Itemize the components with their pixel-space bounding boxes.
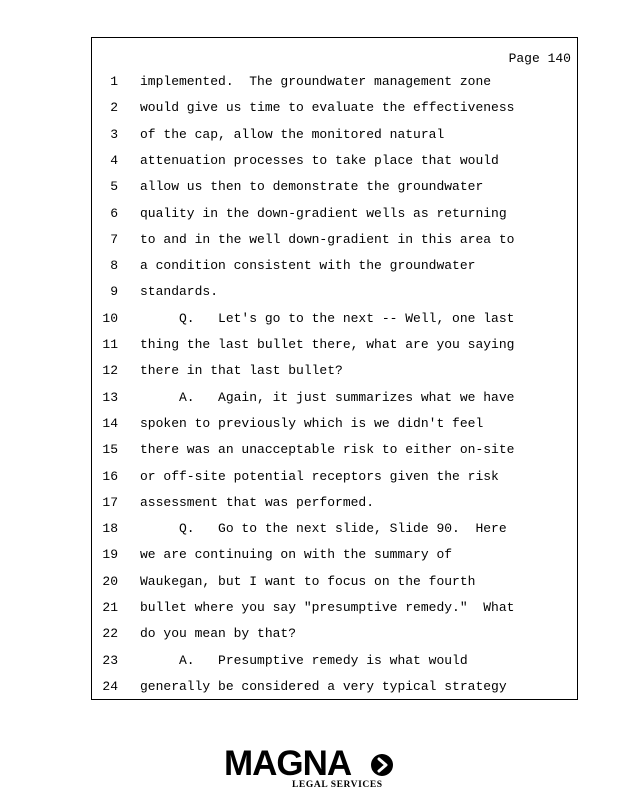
line-text: standards. xyxy=(140,284,219,300)
logo-subtitle: LEGAL SERVICES xyxy=(292,780,383,790)
line-number: 23 xyxy=(102,652,118,668)
line-number: 6 xyxy=(110,205,118,221)
line-number: 22 xyxy=(102,626,118,642)
line-text: a condition consistent with the groundwater xyxy=(140,258,476,274)
line-number: 7 xyxy=(110,231,118,247)
line-text: A. Again, it just summarizes what we have xyxy=(140,389,515,405)
line-text: do you mean by that? xyxy=(140,626,297,642)
line-text: attenuation processes to take place that would xyxy=(140,152,499,168)
line-number: 9 xyxy=(110,284,118,300)
line-text: Q. Let's go to the next -- Well, one last xyxy=(140,310,515,326)
line-number: 18 xyxy=(102,521,118,537)
line-number: 13 xyxy=(102,389,118,405)
line-number: 4 xyxy=(110,152,118,168)
line-text: of the cap, allow the monitored natural xyxy=(140,126,445,142)
line-number: 24 xyxy=(102,678,118,694)
line-text: bullet where you say "presumptive remedy." What xyxy=(140,600,515,615)
line-text: would give us time to evaluate the effectiveness xyxy=(140,100,515,116)
line-number: 12 xyxy=(102,363,118,379)
line-text: assessment that was performed. xyxy=(140,494,375,510)
line-text: allow us then to demonstrate the groundwater xyxy=(140,179,484,195)
line-text: we are continuing on with the summary of xyxy=(140,547,453,563)
line-number: 1 xyxy=(110,74,118,89)
line-text: Waukegan, but I want to focus on the fourth xyxy=(140,573,476,589)
line-text: there was an unacceptable risk to either on-site xyxy=(140,442,515,458)
line-number: 15 xyxy=(102,442,118,458)
line-text: Q. Go to the next slide, Slide 90. Here xyxy=(140,521,507,537)
line-number: 8 xyxy=(110,258,118,274)
line-text: generally be considered a very typical strategy xyxy=(140,678,507,694)
line-text: spoken to previously which is we didn't feel xyxy=(140,415,484,431)
transcript-page xyxy=(91,37,578,700)
logo-wordmark: MAGNA xyxy=(224,744,352,783)
line-number: 19 xyxy=(102,547,118,563)
line-number: 17 xyxy=(102,494,118,510)
magna-logo xyxy=(224,746,394,792)
line-number: 2 xyxy=(110,100,118,116)
page-number: Page 140 xyxy=(508,51,571,66)
line-number: 16 xyxy=(102,468,118,484)
line-number: 11 xyxy=(102,337,118,352)
line-text: or off-site potential receptors given the risk xyxy=(140,468,499,484)
line-number: 14 xyxy=(102,415,118,431)
line-number: 10 xyxy=(102,310,118,326)
line-text: A. Presumptive remedy is what would xyxy=(140,652,468,668)
line-text: implemented. The groundwater management zone xyxy=(140,74,492,89)
line-text: to and in the well down-gradient in this area to xyxy=(140,231,515,247)
line-text: thing the last bullet there, what are you saying xyxy=(140,337,515,352)
line-number: 21 xyxy=(102,600,118,615)
line-text: quality in the down-gradient wells as returning xyxy=(140,205,507,221)
line-number: 5 xyxy=(110,179,118,195)
line-number: 20 xyxy=(102,573,118,589)
line-number: 3 xyxy=(110,126,118,142)
arrow-circle-icon xyxy=(370,753,394,777)
line-text: there in that last bullet? xyxy=(140,363,343,379)
